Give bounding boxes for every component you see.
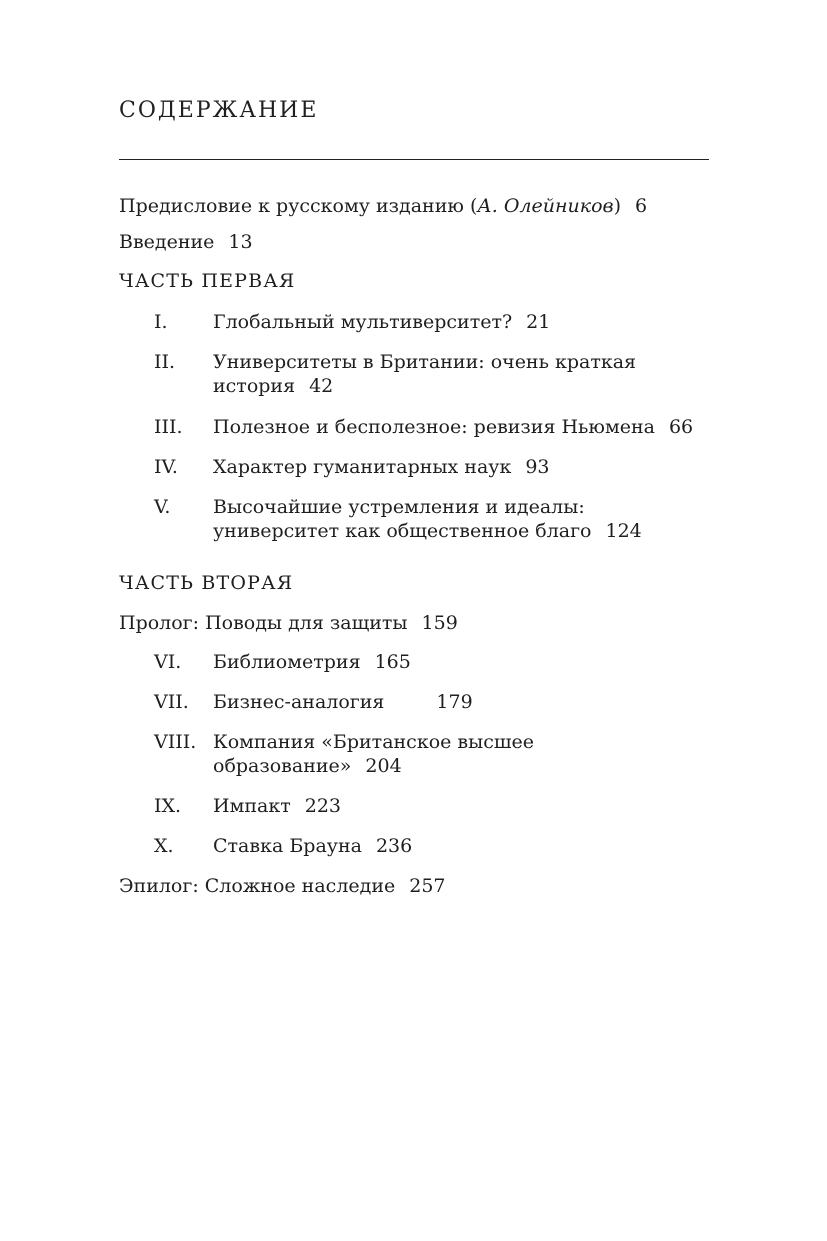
chapter-title: Ставка Брауна bbox=[213, 835, 362, 857]
chapter-title: Университеты в Британии: очень краткая bbox=[213, 351, 637, 373]
entry-label: Введение bbox=[119, 231, 215, 253]
chapter-number: VI. bbox=[154, 651, 182, 673]
chapter-number: IX. bbox=[154, 795, 182, 817]
toc-entry-epilogue[interactable] bbox=[119, 874, 446, 898]
toc-entry-prologue[interactable] bbox=[119, 611, 458, 635]
chapter-title: Высочайшие устремления и идеалы: bbox=[213, 496, 585, 518]
entry-page-number: 6 bbox=[635, 195, 648, 217]
chapter-number: IV. bbox=[154, 456, 178, 478]
chapter-number: I. bbox=[154, 311, 168, 333]
chapter-title-cont: образование» bbox=[213, 755, 352, 777]
title-divider bbox=[119, 159, 709, 160]
chapter-title: Глобальный мультиверситет? bbox=[213, 311, 513, 333]
entry-page-number: 159 bbox=[421, 612, 458, 634]
chapter-title: Полезное и бесполезное: ревизия Ньюмена bbox=[213, 416, 655, 438]
entry-page-number: 93 bbox=[525, 456, 550, 478]
chapter-title: Бизнес-аналогия bbox=[213, 691, 385, 713]
chapter-title: Библиометрия bbox=[213, 651, 361, 673]
chapter-number: V. bbox=[154, 496, 171, 518]
entry-page-number: 223 bbox=[304, 795, 341, 817]
chapter-title-cont: история bbox=[213, 375, 296, 397]
toc-entry-intro[interactable] bbox=[119, 230, 253, 254]
toc-entry-preface[interactable] bbox=[119, 194, 647, 218]
entry-page-number: 124 bbox=[605, 520, 642, 542]
entry-author: А. Олейников bbox=[477, 195, 614, 217]
entry-label: Пролог: Поводы для защиты bbox=[119, 612, 408, 634]
chapter-number: II. bbox=[154, 351, 176, 373]
chapter-number: VII. bbox=[154, 691, 189, 713]
chapter-title: Характер гуманитарных наук bbox=[213, 456, 512, 478]
chapter-title: Импакт bbox=[213, 795, 291, 817]
chapter-number: VIII. bbox=[154, 731, 197, 753]
entry-page-number: 204 bbox=[365, 755, 402, 777]
chapter-number: III. bbox=[154, 416, 183, 438]
chapter-title: Компания «Британское высшее bbox=[213, 731, 535, 753]
chapter-title-cont: университет как общественное благо bbox=[213, 520, 592, 542]
entry-label-end: ) bbox=[613, 195, 622, 217]
entry-page-number: 165 bbox=[374, 651, 411, 673]
entry-page-number: 13 bbox=[228, 231, 253, 253]
part-heading-2: ЧАСТЬ ВТОРАЯ bbox=[119, 572, 294, 594]
entry-label: Эпилог: Сложное наследие bbox=[119, 875, 396, 897]
entry-page-number: 257 bbox=[409, 875, 446, 897]
entry-page-number: 21 bbox=[526, 311, 551, 333]
entry-page-number: 42 bbox=[309, 375, 334, 397]
entry-page-number: 236 bbox=[375, 835, 413, 857]
page-title: СОДЕРЖАНИЕ bbox=[119, 98, 319, 123]
entry-page-number: 66 bbox=[668, 416, 694, 438]
entry-page-number: 179 bbox=[436, 691, 473, 713]
chapter-number: X. bbox=[154, 835, 174, 857]
entry-label: Предисловие к русскому изданию ( bbox=[119, 195, 478, 217]
part-heading-1: ЧАСТЬ ПЕРВАЯ bbox=[119, 270, 296, 292]
